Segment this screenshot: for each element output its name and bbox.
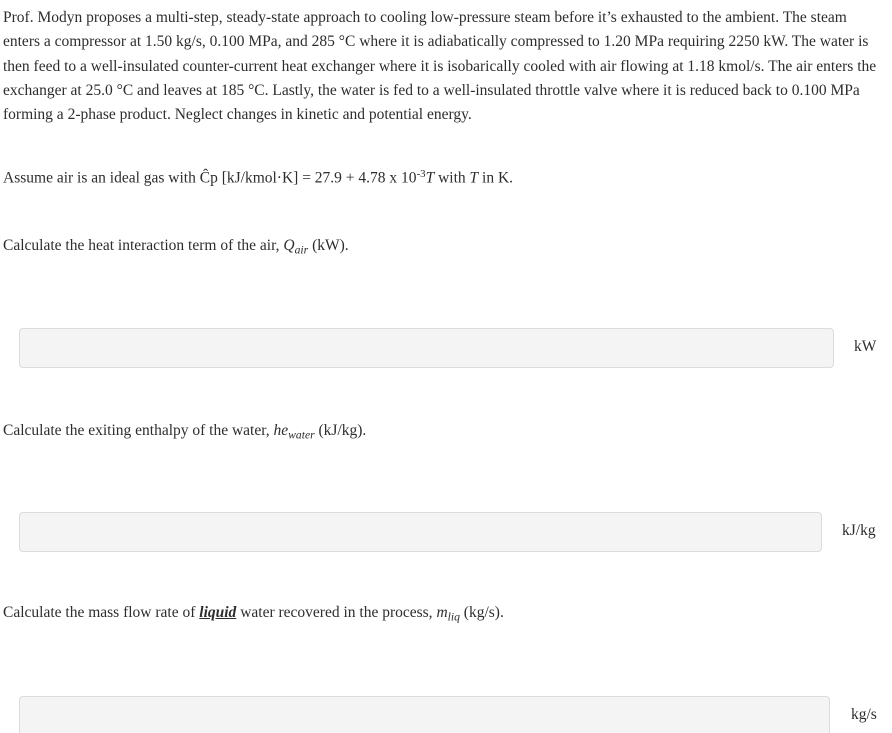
assumption-exponent: -3 <box>416 168 426 180</box>
answer-input-q-air[interactable] <box>19 328 834 368</box>
question-2-subscript: water <box>288 428 315 442</box>
question-2-variable: he <box>273 422 289 439</box>
question-2-suffix: (kJ/kg). <box>314 422 367 439</box>
assumption-suffix: in K. <box>478 169 514 187</box>
assumption-prefix: Assume air is an ideal gas with Ĉp [kJ/kmol·K] = 27.9 + 4.78 x 10 <box>3 169 417 187</box>
unit-label-kg-per-s: kg/s <box>851 706 877 723</box>
answer-input-he-water[interactable] <box>19 512 822 552</box>
question-3-variable: m <box>436 604 448 621</box>
question-liquid-mass-flow <box>3 602 504 628</box>
answer-input-m-liq[interactable] <box>19 696 830 733</box>
question-heat-interaction <box>3 235 349 261</box>
question-1-variable: Q <box>283 237 295 254</box>
assumption-middle: with <box>434 169 470 187</box>
assumption-variable-t: T <box>425 169 435 187</box>
unit-label-kj-per-kg: kJ/kg <box>842 522 876 539</box>
question-3-emphasis: liquid <box>199 604 237 621</box>
question-3-middle: water recovered in the process, <box>236 604 437 621</box>
question-3-subscript: liq <box>447 610 460 624</box>
question-exiting-enthalpy <box>3 420 366 446</box>
question-1-suffix: (kW). <box>308 237 349 254</box>
problem-statement: Prof. Modyn proposes a multi-step, steady-state approach to cooling low-pressure steam before it’s exhausted to the ambient. The steam enters a compressor at 1.50 kg/s, 0.100 MPa, and 285 °C where it is adiabatically compressed to 1.20 MPa requiring 2250 kW. The water is then feed to a well-insulated counter-current heat exchanger where it is isobarically cooled with air flowing at 1.18 kmol/s. The air enters the exchanger at 25.0 °C and leaves at 185 °C. Lastly, the water is fed to a well-insulated throttle valve where it is reduced back to 0.100 MPa forming a 2-phase product. Neglect changes in kinetic and potential energy. <box>3 9 877 124</box>
question-1-prefix: Calculate the heat interaction term of the air, <box>3 237 284 254</box>
assumption-statement <box>3 162 883 191</box>
question-1-subscript: air <box>294 243 309 257</box>
question-2-prefix: Calculate the exiting enthalpy of the water, <box>3 422 274 439</box>
unit-label-kw: kW <box>854 338 877 355</box>
question-3-prefix: Calculate the mass flow rate of <box>3 604 200 621</box>
assumption-variable-t-2: T <box>469 169 479 187</box>
question-3-suffix: (kg/s). <box>459 604 504 621</box>
